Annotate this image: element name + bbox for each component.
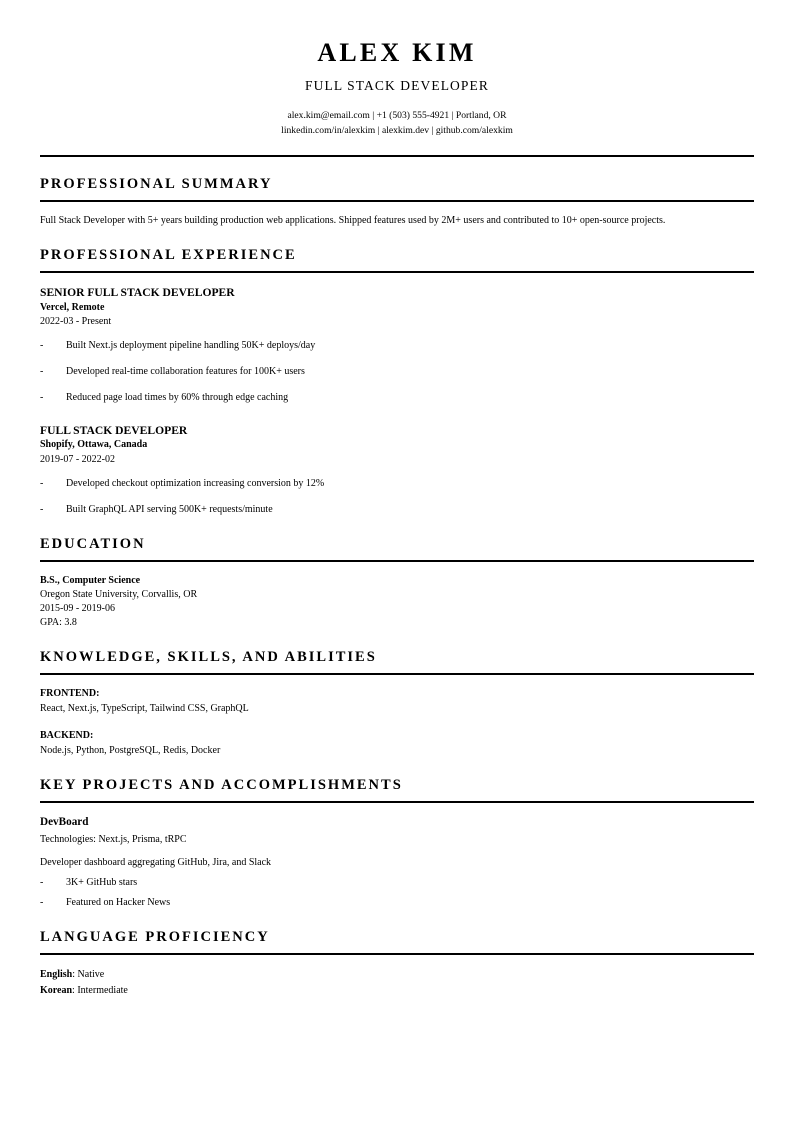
skill-category-label: BACKEND: [40,730,94,742]
education-entry [40,574,754,631]
section-key-projects [40,778,754,910]
skill-category-values: React, Next.js, TypeScript, Tailwind CSS, GraphQL [40,702,249,714]
job-company: Vercel, Remote [40,301,105,313]
bullet-text: Developed real-time collaboration features for 100K+ users [66,366,305,378]
bullet-item [40,391,754,405]
summary-text: Full Stack Developer with 5+ years building production web applications. Shipped features used by 2M+ users and contributed to 10+ open-source projects. [40,214,666,226]
project-entry [40,815,754,910]
bullet-marker-icon: - [40,392,44,404]
project-description: Developer dashboard aggregating GitHub, Jira, and Slack [40,857,272,869]
bullet-item [40,339,754,353]
bullet-text: Built Next.js deployment pipeline handling 50K+ deploys/day [66,340,316,352]
job-company: Shopify, Ottawa, Canada [40,439,148,451]
education-gpa: GPA: 3.8 [40,617,77,629]
section-divider-skills [40,673,754,675]
bullet-marker-icon: - [40,340,44,352]
section-language-proficiency [40,930,754,998]
section-divider-education [40,560,754,562]
job-dates: 2022-03 - Present [40,315,112,327]
skill-category-values: Node.js, Python, PostgreSQL, Redis, Docker [40,744,221,756]
language-separator: : [72,984,78,996]
bullet-item [40,477,754,491]
bullet-text: 3K+ GitHub stars [66,877,138,889]
bullet-text: Featured on Hacker News [66,897,171,909]
bullet-item [40,876,754,890]
section-divider-projects [40,801,754,803]
language-name: English [40,969,73,981]
section-professional-experience [40,248,754,516]
bullet-marker-icon: - [40,503,44,515]
skill-group [40,729,754,758]
skill-category-label: FRONTEND: [40,688,100,700]
languages-body [40,967,754,998]
education-body [40,574,754,631]
experience-entry [40,423,754,517]
header-divider [40,155,754,157]
language-name: Korean [40,984,73,996]
bullet-marker-icon: - [40,477,44,489]
section-heading-experience: PROFESSIONAL EXPERIENCE [40,247,297,264]
contact-block [40,109,754,139]
bullet-list [40,339,754,405]
section-heading-projects: KEY PROJECTS AND ACCOMPLISHMENTS [40,777,403,794]
resume-header [40,0,754,139]
contact-line-links: linkedin.com/in/alexkim | alexkim.dev | github.com/alexkim [281,125,513,137]
bullet-text: Developed checkout optimization increasing conversion by 12% [66,477,325,489]
project-name: DevBoard [40,816,89,829]
bullet-marker-icon: - [40,366,44,378]
skill-group [40,687,754,716]
experience-entry [40,285,754,405]
section-heading-languages: LANGUAGE PROFICIENCY [40,929,270,946]
project-technologies: Technologies: Next.js, Prisma, tRPC [40,834,187,846]
section-professional-summary [40,177,754,228]
section-education [40,537,754,631]
section-heading-skills: KNOWLEDGE, SKILLS, AND ABILITIES [40,649,377,666]
section-heading-education: EDUCATION [40,535,146,552]
section-divider-languages [40,953,754,955]
contact-line-primary: alex.kim@email.com | +1 (503) 555-4921 | Portland, OR [287,110,507,122]
section-divider-experience [40,271,754,273]
bullet-list [40,876,754,910]
section-heading-summary: PROFESSIONAL SUMMARY [40,176,273,193]
language-level: Intermediate [77,984,128,996]
bullet-item [40,503,754,517]
education-school: Oregon State University, Corvallis, OR [40,588,198,600]
job-dates: 2019-07 - 2022-02 [40,453,115,465]
language-separator: : [72,969,78,981]
job-title: SENIOR FULL STACK DEVELOPER [40,286,235,300]
language-level: Native [77,969,105,981]
language-row [40,967,754,983]
education-dates: 2015-09 - 2019-06 [40,603,115,615]
experience-body [40,285,754,516]
candidate-name: ALEX KIM [317,38,477,67]
candidate-job-title: FULL STACK DEVELOPER [305,78,489,94]
section-divider-summary [40,200,754,202]
education-degree: B.S., Computer Science [40,574,141,586]
bullet-text: Built GraphQL API serving 500K+ requests/minute [66,503,273,515]
bullet-marker-icon: - [40,897,44,909]
section-knowledge-skills-abilities [40,650,754,758]
bullet-item [40,365,754,379]
bullet-marker-icon: - [40,877,44,889]
job-title: FULL STACK DEVELOPER [40,424,188,438]
bullet-item [40,896,754,910]
summary-body [40,214,754,229]
bullet-text: Reduced page load times by 60% through edge caching [66,392,289,404]
language-row [40,983,754,999]
skills-body [40,687,754,758]
projects-body [40,815,754,910]
bullet-list [40,477,754,517]
